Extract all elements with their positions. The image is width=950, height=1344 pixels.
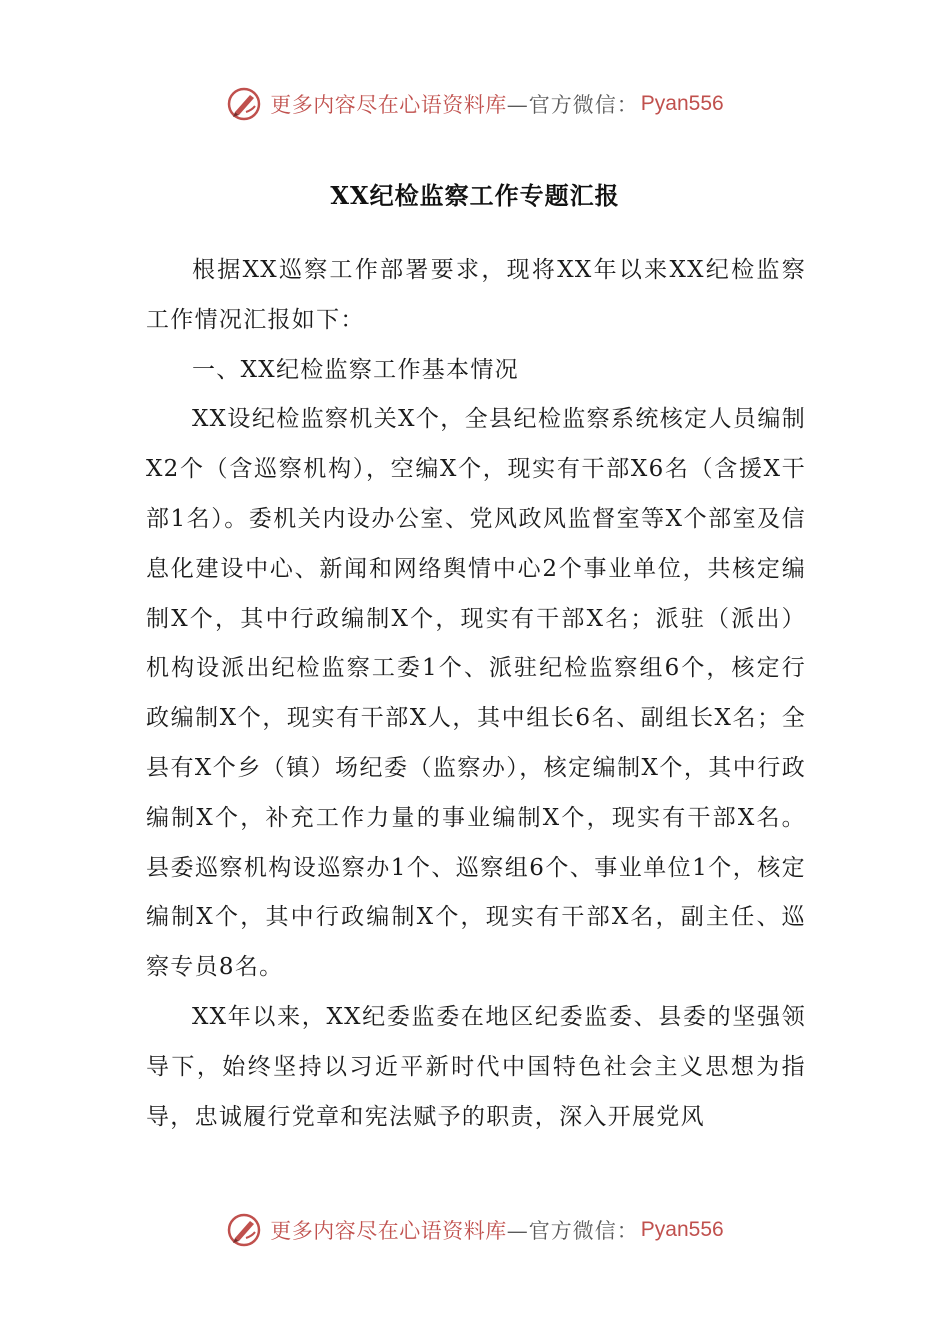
body-paragraph-intro: 根据XX巡察工作部署要求，现将XX年以来XX纪检监察工作情况汇报如下： [146, 257, 806, 333]
body-paragraph-staffing: XX设纪检监察机关X个，全县纪检监察系统核定人员编制X2个（含巡察机构），空编X个，现实有干部X6名（含援X干部1名）。委机关内设办公室、党风政风监督室等X个部室及信息化建设中心、新闻和网络舆情中心2个事业单位，共核定编制X个，其中行政编制X个，现实有干部X名；派驻（派出）机构设派出纪检监察工委1个、派驻纪检监察组6个，核定行政编制X个，现实有干部X人，其中组长6名、副组长X名；全县有X个乡（镇）场纪委（监察办），核定编制X个，其中行政编制X个，补充工作力量的事业编制X个，现实有干部X名。县委巡察机构设巡察办1个、巡察组6个、事业单位1个，核定编制X个，其中行政编制X个，现实有干部X名，副主任、巡察专员8名。 [146, 406, 806, 981]
section-heading-1: 一、XX纪检监察工作基本情况 [192, 356, 519, 383]
watermark-wechat-id: Pyan556 [640, 92, 724, 115]
header-watermark-banner [0, 84, 950, 124]
watermark-brand-text: 更多内容尽在心语资料库 [270, 1219, 507, 1243]
pen-logo-icon [226, 86, 262, 122]
body-paragraph-overview: XX年以来，XX纪委监委在地区纪委监委、县委的坚强领导下，始终坚持以习近平新时代中国特色社会主义思想为指导，忠诚履行党章和宪法赋予的职责，深入开展党风 [146, 1003, 806, 1130]
pen-logo-icon [226, 1212, 262, 1248]
document-title: XX纪检监察工作专题汇报 [330, 181, 620, 210]
watermark-separator-text: —官方微信： [506, 1219, 639, 1243]
footer-watermark-banner [0, 1210, 950, 1250]
document-body [146, 246, 806, 1142]
watermark-brand-text: 更多内容尽在心语资料库 [270, 93, 507, 117]
watermark-wechat-id: Pyan556 [640, 1218, 724, 1241]
watermark-separator-text: —官方微信： [506, 93, 639, 117]
